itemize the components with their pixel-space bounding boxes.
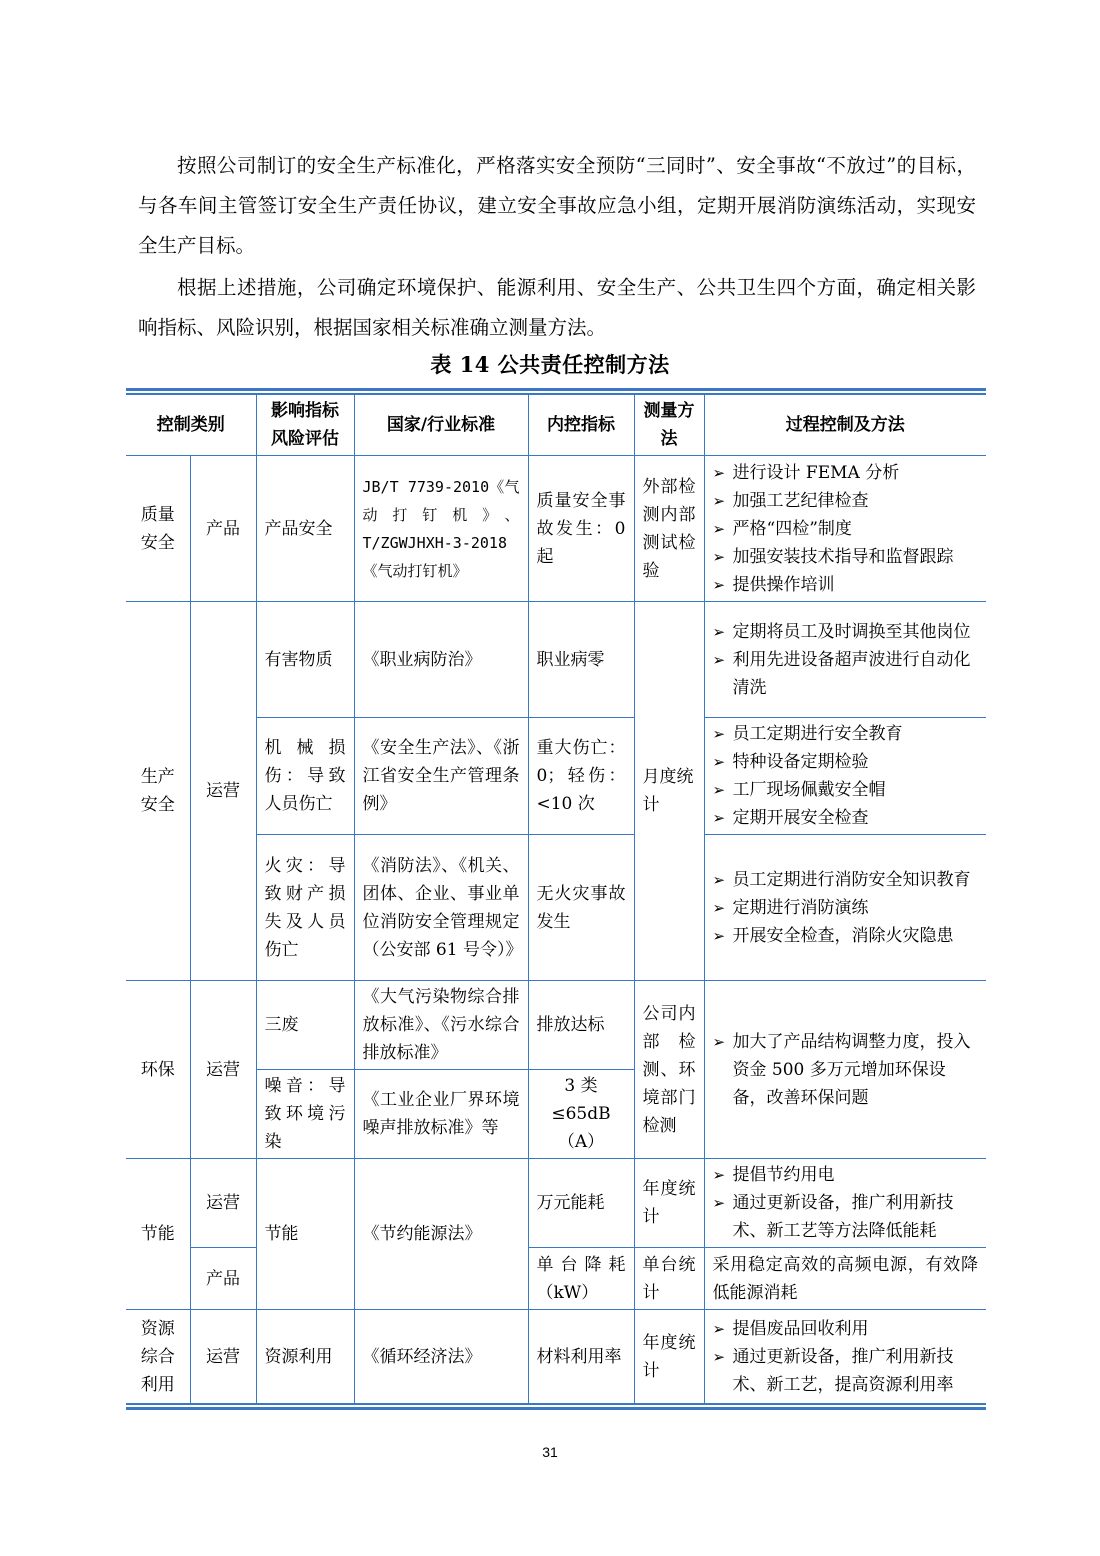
measure-text: 特种设备定期检验 (732, 752, 869, 772)
header-internal-control: 内控指标 (528, 395, 634, 456)
measurement-cell: 年度统计 (634, 1159, 704, 1248)
header-measurement: 测量方法 (634, 395, 704, 456)
measure-item (713, 571, 979, 599)
control-cell: 无火灾事故发生 (528, 835, 634, 981)
process-cell (704, 602, 986, 718)
measure-item (713, 1161, 979, 1189)
arrow-bullet-icon: ➢ (712, 809, 726, 827)
arrow-bullet-icon: ➢ (712, 519, 726, 538)
measure-item (713, 543, 979, 571)
measure-text: 提倡节约用电 (732, 1165, 835, 1185)
arrow-bullet-icon: ➢ (712, 622, 726, 641)
arrow-bullet-icon: ➢ (712, 491, 726, 510)
control-cell: 材料利用率 (528, 1310, 634, 1404)
measure-list (713, 459, 979, 599)
subcategory-cell: 运营 (190, 981, 256, 1159)
measurement-cell: 外部检测内部测试检验 (634, 456, 704, 602)
measure-item (713, 646, 979, 702)
process-cell (704, 981, 986, 1159)
standard-cell: 《节约能源法》 (354, 1159, 528, 1310)
indicator-cell: 火灾：导致财产损失及人员伤亡 (256, 835, 354, 981)
arrow-bullet-icon: ➢ (712, 547, 726, 566)
arrow-bullet-icon: ➢ (712, 1166, 726, 1184)
arrow-bullet-icon: ➢ (712, 926, 726, 945)
header-indicator: 影响指标风险评估 (256, 395, 354, 456)
measure-item (713, 894, 979, 922)
header-standard: 国家/行业标准 (354, 395, 528, 456)
measure-text: 员工定期进行消防安全知识教育 (732, 869, 971, 890)
category-cell: 环保 (126, 981, 190, 1159)
arrow-bullet-icon: ➢ (712, 1319, 726, 1338)
subcategory-cell: 运营 (190, 1159, 256, 1248)
standard-cell: 《职业病防治》 (354, 602, 528, 718)
measurement-cell: 月度统计 (634, 602, 704, 981)
measure-item (713, 515, 979, 543)
measure-text: 提倡废品回收利用 (732, 1318, 869, 1339)
measure-text: 工厂现场佩戴安全帽 (732, 780, 886, 800)
responsibility-table (126, 388, 986, 1410)
table-bottom-rule (126, 1404, 986, 1405)
indicator-cell: 机械损伤：导致人员伤亡 (256, 718, 354, 835)
measure-item (713, 1343, 979, 1399)
measure-text: 通过更新设备，推广利用新技术、新工艺等方法降低能耗 (732, 1193, 954, 1241)
arrow-bullet-icon: ➢ (712, 650, 726, 669)
table-caption: 表 14 公共责任控制方法 (430, 352, 670, 377)
standard-cell: 《大气污染物综合排放标准》、《污水综合排放标准》 (354, 981, 528, 1070)
measurement-cell: 单台统计 (634, 1248, 704, 1310)
measurement-cell: 年度统计 (634, 1310, 704, 1404)
measure-item (713, 1189, 979, 1245)
measure-list (713, 1315, 979, 1399)
indicator-cell: 资源利用 (256, 1310, 354, 1404)
process-cell (704, 835, 986, 981)
standard-cell: JB/T 7739-2010《气动打钉机》、T/ZGWJHXH-3-2018《气动打钉机》 (354, 456, 528, 602)
measure-item (713, 866, 979, 894)
measure-text: 开展安全检查，消除火灾隐患 (732, 925, 954, 946)
arrow-bullet-icon: ➢ (712, 575, 726, 594)
arrow-bullet-icon: ➢ (712, 898, 726, 917)
indicator-cell: 产品安全 (256, 456, 354, 602)
arrow-bullet-icon: ➢ (712, 1032, 726, 1051)
indicator-cell: 节能 (256, 1159, 354, 1310)
process-cell (704, 1310, 986, 1404)
measure-item (713, 804, 979, 832)
arrow-bullet-icon: ➢ (712, 725, 726, 743)
control-cell: 质量安全事故发生：0起 (528, 456, 634, 602)
measure-text: 利用先进设备超声波进行自动化清洗 (732, 649, 971, 698)
measure-text: 加强安装技术指导和监督跟踪 (732, 546, 954, 567)
control-cell: 重大伤亡：0；轻伤：<10 次 (528, 718, 634, 835)
arrow-bullet-icon: ➢ (712, 870, 726, 889)
control-cell: 万元能耗 (528, 1159, 634, 1248)
measure-text: 加强工艺纪律检查 (732, 490, 869, 511)
standard-cell: 《工业企业厂界环境噪声排放标准》等 (354, 1070, 528, 1159)
body-paragraph: 按照公司制订的安全生产标准化，严格落实安全预防“三同时”、安全事故“不放过”的目标，与各车间主管签订安全生产责任协议，建立安全事故应急小组，定期开展消防演练活动，实现安全生产目标。 (138, 154, 976, 257)
category-cell: 节能 (126, 1159, 190, 1310)
header-category: 控制类别 (126, 395, 256, 456)
control-cell: 排放达标 (528, 981, 634, 1070)
arrow-bullet-icon: ➢ (712, 1347, 726, 1366)
measurement-cell: 公司内部检测、环境部门检测 (634, 981, 704, 1159)
measure-item (713, 922, 979, 950)
subcategory-cell: 产品 (190, 456, 256, 602)
measure-item (713, 748, 979, 776)
subcategory-cell: 运营 (190, 1310, 256, 1404)
measure-item (713, 1315, 979, 1343)
measure-item (713, 459, 979, 487)
arrow-bullet-icon: ➢ (712, 781, 726, 799)
standard-cell: 《消防法》、《机关、团体、企业、事业单位消防安全管理规定（公安部 61 号令）》 (354, 835, 528, 981)
measure-list (713, 618, 979, 702)
indicator-cell: 噪音：导致环境污染 (256, 1070, 354, 1159)
measure-text: 员工定期进行安全教育 (732, 724, 903, 744)
subcategory-cell: 产品 (190, 1248, 256, 1310)
measure-list (713, 866, 979, 950)
measure-text: 定期进行消防演练 (732, 897, 869, 918)
measure-item (713, 720, 979, 748)
indicator-cell: 有害物质 (256, 602, 354, 718)
measure-text: 严格“四检”制度 (732, 518, 852, 539)
process-cell: 采用稳定高效的高频电源，有效降低能源消耗 (704, 1248, 986, 1310)
measure-list (713, 1028, 979, 1112)
arrow-bullet-icon: ➢ (712, 463, 726, 482)
subcategory-cell: 运营 (190, 602, 256, 981)
category-cell: 质量安全 (126, 456, 190, 602)
process-cell (704, 718, 986, 835)
indicator-cell: 三废 (256, 981, 354, 1070)
measure-list (713, 720, 979, 832)
standard-cell: 《安全生产法》、《浙江省安全生产管理条例》 (354, 718, 528, 835)
measure-item (713, 487, 979, 515)
arrow-bullet-icon: ➢ (712, 753, 726, 771)
measure-text: 通过更新设备，推广利用新技术、新工艺，提高资源利用率 (732, 1346, 954, 1395)
measure-text: 提供操作培训 (732, 574, 835, 595)
measure-text: 进行设计 FEMA 分析 (732, 462, 900, 483)
measure-item (713, 776, 979, 804)
category-cell: 生产安全 (126, 602, 190, 981)
header-process-control: 过程控制及方法 (704, 395, 986, 456)
table-bottom-rule (126, 1407, 986, 1410)
process-cell (704, 1159, 986, 1248)
measure-text: 定期将员工及时调换至其他岗位 (732, 621, 971, 642)
page-number: 31 (542, 1444, 558, 1460)
measure-list (713, 1161, 979, 1245)
measure-item (713, 1028, 979, 1112)
table-top-rule (126, 388, 986, 391)
measure-text: 加大了产品结构调整力度，投入资金 500 多万元增加环保设备，改善环保问题 (732, 1031, 971, 1108)
category-cell: 资源综合利用 (126, 1310, 190, 1404)
body-paragraph: 根据上述措施，公司确定环境保护、能源利用、安全生产、公共卫生四个方面，确定相关影响指标、风险识别，根据国家相关标准确立测量方法。 (138, 276, 976, 339)
control-cell: 职业病零 (528, 602, 634, 718)
process-cell (704, 456, 986, 602)
standard-cell: 《循环经济法》 (354, 1310, 528, 1404)
arrow-bullet-icon: ➢ (712, 1194, 726, 1212)
control-cell: 单台降耗（kW） (528, 1248, 634, 1310)
measure-text: 定期开展安全检查 (732, 808, 869, 828)
measure-item (713, 618, 979, 646)
control-cell: 3 类≤65dB（A） (528, 1070, 634, 1159)
